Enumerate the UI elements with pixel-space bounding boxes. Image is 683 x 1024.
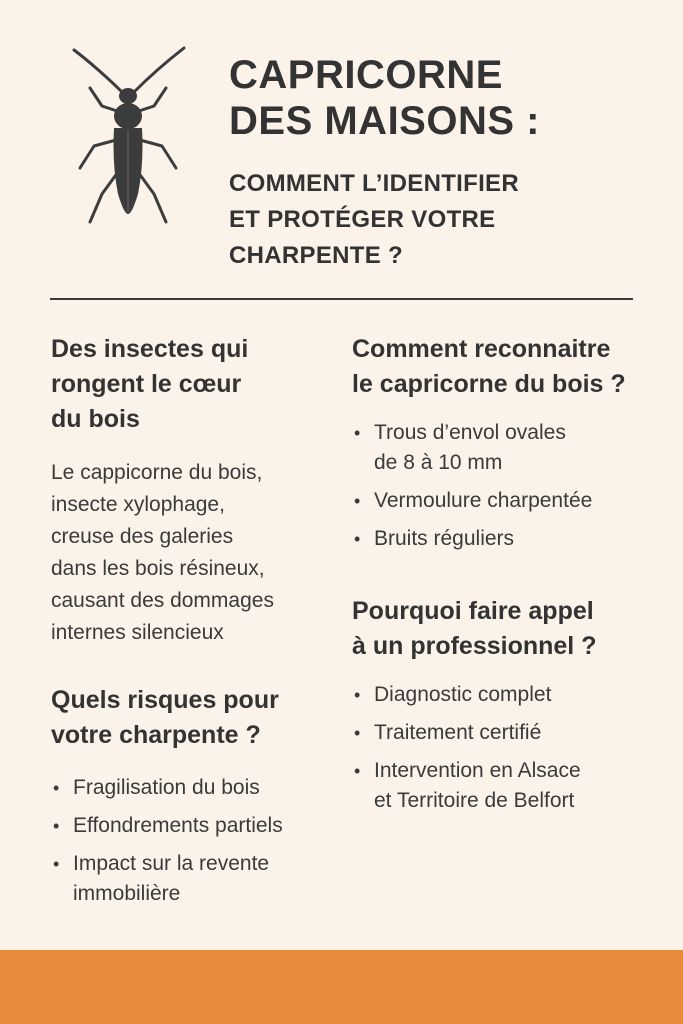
paragraph-line: creuse des galeries [51, 525, 234, 548]
paragraph-line: insecte xylophage, [51, 493, 225, 516]
list-item [352, 418, 652, 478]
section-heading [51, 332, 341, 437]
footer-band [0, 950, 683, 1024]
title-line: CAPRICORNE [229, 53, 503, 97]
list-item-text: Diagnostic complet [374, 683, 552, 706]
paragraph-line: dans les bois résineux, [51, 557, 265, 580]
professional-list [352, 680, 652, 816]
bullet-icon: • [354, 723, 361, 743]
list-item [352, 486, 652, 516]
bullet-icon: • [354, 529, 361, 549]
heading-line: votre charpente ? [51, 721, 261, 749]
title-line: DES MAISONS : [229, 99, 540, 143]
section-paragraph [51, 457, 341, 649]
list-item-text: et Territoire de Belfort [374, 789, 575, 812]
list-item-text: Vermoulure charpentée [374, 489, 593, 512]
list-item-text: Impact sur la revente [73, 852, 270, 875]
paragraph-line: causant des dommages [51, 589, 274, 612]
heading-line: Des insectes qui [51, 335, 249, 363]
header-divider [50, 298, 633, 300]
list-item [51, 773, 341, 803]
paragraph-line: Le cappicorne du bois, [51, 461, 263, 484]
bullet-icon: • [53, 854, 60, 874]
bullet-icon: • [354, 761, 361, 781]
left-column [51, 332, 341, 909]
list-item-text: Intervention en Alsace [374, 759, 581, 782]
section-heading [352, 594, 652, 664]
bullet-icon: • [354, 491, 361, 511]
section-recognize [352, 332, 652, 554]
list-item [51, 811, 341, 841]
list-item-text: Bruits réguliers [374, 527, 515, 550]
subtitle-line: COMMENT L’IDENTIFIER [229, 170, 519, 197]
section-heading [352, 332, 652, 402]
paragraph-line: internes silencieux [51, 621, 224, 644]
bullet-icon: • [53, 778, 60, 798]
list-item-text: Traitement certifié [374, 721, 542, 744]
heading-line: Pourquoi faire appel [352, 597, 594, 625]
section-heading [51, 683, 341, 753]
subtitle-line: CHARPENTE ? [229, 242, 403, 269]
list-item [352, 524, 652, 554]
page-title [229, 52, 540, 144]
list-item [352, 756, 652, 816]
heading-line: rongent le cœur [51, 370, 242, 398]
list-item [352, 680, 652, 710]
section-risks [51, 683, 341, 909]
recognize-list [352, 418, 652, 554]
list-item [352, 718, 652, 748]
header [0, 0, 683, 300]
page-subtitle [229, 166, 519, 274]
heading-line: le capricorne du bois ? [352, 370, 626, 398]
beetle-icon [62, 44, 194, 234]
right-column [352, 332, 652, 816]
bullet-icon: • [354, 423, 361, 443]
bullet-icon: • [354, 685, 361, 705]
heading-line: du bois [51, 405, 140, 433]
bullet-icon: • [53, 816, 60, 836]
heading-line: Quels risques pour [51, 686, 279, 714]
subtitle-line: ET PROTÉGER VOTRE [229, 206, 496, 233]
section-insects [51, 332, 341, 649]
risk-list [51, 773, 341, 909]
list-item-text: Fragilisation du bois [73, 776, 260, 799]
list-item-text: immobilière [73, 882, 181, 905]
list-item-text: de 8 à 10 mm [374, 451, 503, 474]
heading-line: Comment reconnaitre [352, 335, 611, 363]
list-item-text: Effondrements partiels [73, 814, 283, 837]
list-item-text: Trous d’envol ovales [374, 421, 566, 444]
section-professional [352, 594, 652, 816]
heading-line: à un professionnel ? [352, 632, 597, 660]
list-item [51, 849, 341, 909]
